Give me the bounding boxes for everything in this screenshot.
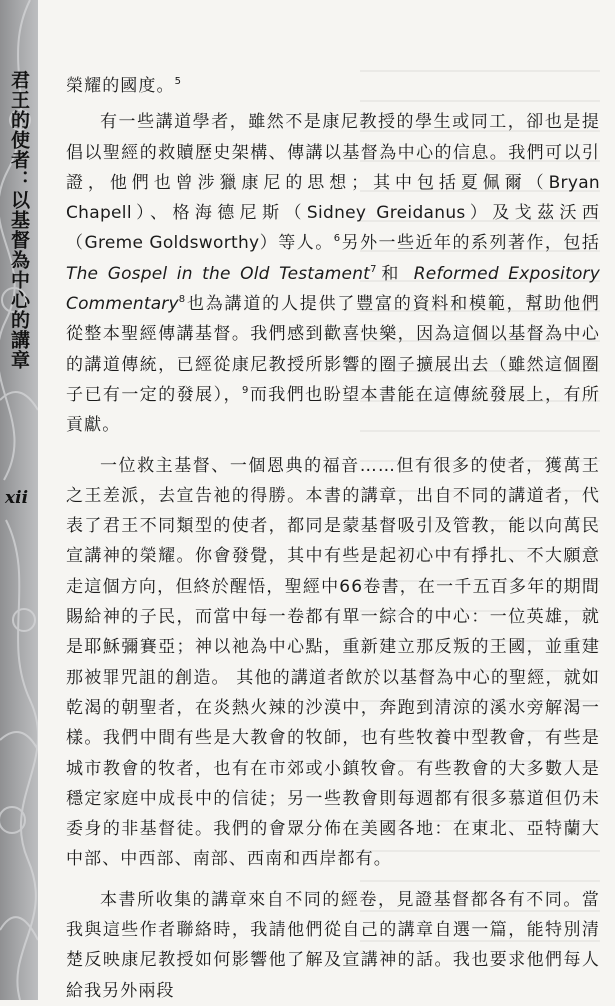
paragraph-2-text-7: 也為講道的人提供了豐富的資料和模範，幫助他們從整本聖經傳講基督。我們感到歡喜快樂，因為這個以基督為中心的講道傳統，已經從康尼教授所影響的圈子擴展出去（雖然這個圈子已有一定的發展）， — [66, 294, 600, 405]
paragraph-2-text-6: 和 — [377, 263, 414, 284]
book-title-vertical: 君王的使者：以基督為中心的講章 — [8, 70, 30, 370]
paragraph-2-text-8: 而我們也盼望本書能在這傳統發展上，有所貢獻。 — [66, 384, 601, 436]
name-sidney-greidanus: Sidney Greidanus — [306, 203, 466, 224]
name-greme-goldsworthy: Greme Goldsworthy — [84, 233, 260, 254]
paragraph-3: 一位救主基督、一個恩典的福音……但有很多的使者，獲萬王之王差派，去宣告祂的得勝。本書的講章，出自不同的講道者，代表了君王不同類型的使者，都同是蒙基督吸引及管教，能以向萬民宣講神的榮耀。你會發覺，其中有些是起初心中有掙扎、不大願意走這個方向，但終於醒悟，聖經中66卷書，在一千五百多年的期間賜給神的子民，而當中每一卷都有單一綜合的中心：一位英雄，就是耶穌彌賽亞；神以祂為中心點，重新建立那反叛的王國，並重建那被罪咒詛的創造。 其他的講道者飲於以基督為中心的聖經，就如乾渴的朝聖者，在炎熱火辣的沙漠中，奔跑到清涼的溪水旁解渴一樣。我們中間有些是大教會的牧師，也有些牧養中型教會，有些是城市教會的牧者，也有在市郊或小鎮牧會。有些教會的大多數人是穩定家庭中成長中的信徒；另一些教會則每週都有很多慕道但仍未委身的非基督徒。我們的會眾分佈在美國各地：在東北、亞特蘭大中部、中西部、南部、西南和西岸都有。 — [66, 455, 600, 870]
footnote-ref-9: 9 — [242, 384, 250, 396]
sidebar — [0, 0, 38, 1000]
footnote-ref-6: 6 — [333, 233, 342, 245]
footnote-ref-5: 5 — [174, 76, 183, 87]
paragraph-2-text-5: 另外一些近年的系列著作，包括 — [341, 233, 600, 254]
page-number: xii — [5, 488, 29, 508]
book-title-gospel-ot: The Gospel in the Old Testament — [66, 263, 371, 284]
paragraph-2 — [66, 107, 600, 440]
footnote-ref-8: 8 — [178, 294, 187, 306]
book-title-rec: Reformed Expository Commentary — [66, 263, 600, 315]
paragraph-4: 本書所收集的講章來自不同的經卷，見證基督都各有不同。當我與這些作者聯絡時，我請他們從自己的講章自選一篇，能特別清楚反映康尼教授如何影響他了解及宣講神的話。我也要求他們每人給我另外兩段 — [66, 889, 600, 1001]
paragraph-1 — [66, 71, 600, 101]
name-bryan-chapell: Bryan Chapell — [66, 172, 600, 224]
paragraph-1-text: 榮耀的國度。 — [66, 76, 175, 96]
paragraph-2-text-1: 有一些講道學者，雖然不是康尼教授的學生或同工，卻也是提倡以聖經的救贖歷史架構、傳講以基督為中心的信息。我們可以引證，他們也曾涉獵康尼的思想；其中包括夏佩爾（ — [66, 112, 600, 193]
paragraph-2-text-2: ）、格海德尼斯（ — [131, 203, 307, 224]
page-body — [66, 71, 600, 1006]
footnote-ref-7: 7 — [370, 263, 378, 275]
paragraph-2-text-4: ）等人。 — [259, 233, 334, 254]
paragraph-2-text-3: ）及戈茲沃西（ — [66, 203, 600, 254]
